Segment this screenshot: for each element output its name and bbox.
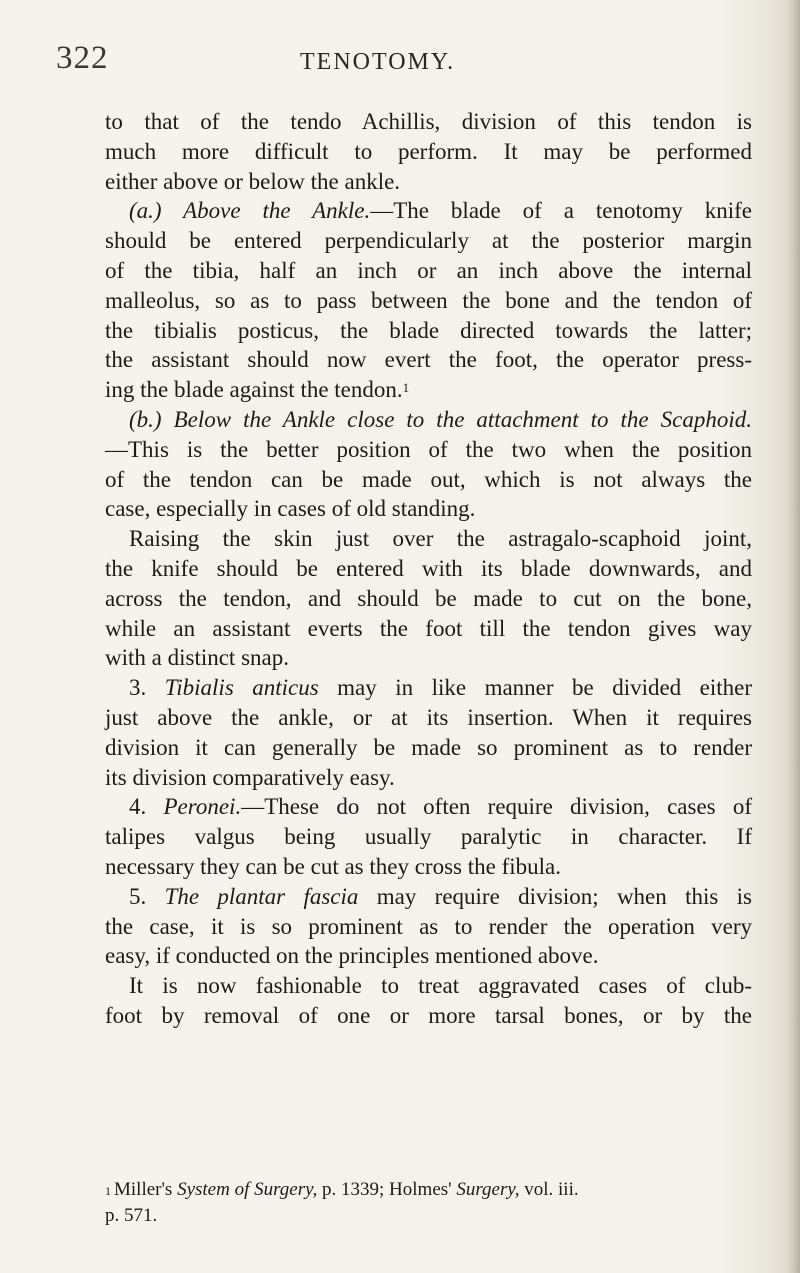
text-line: Raising the skin just over the astragalo-scaphoid joint, bbox=[129, 526, 752, 552]
page-header bbox=[0, 40, 800, 80]
text-line: 3. Tibialis anticus may in like manner be divided either bbox=[129, 675, 753, 701]
text-line: easy, if conducted on the principles mentioned above. bbox=[105, 943, 599, 969]
text-line: the case, it is so prominent as to render the operation very bbox=[105, 913, 752, 939]
text-line: its division comparatively easy. bbox=[105, 764, 395, 790]
text-line: just above the ankle, or at its insertion. When it requires bbox=[105, 704, 752, 730]
text-line: necessary they can be cut as they cross the fibula. bbox=[105, 853, 561, 879]
text-line: across the tendon, and should be made to cut on the bone, bbox=[105, 585, 752, 611]
text-line: case, especially in cases of old standing. bbox=[105, 496, 476, 522]
text-line: —This is the better position of the two when the position bbox=[105, 436, 752, 462]
text-line: either above or below the ankle. bbox=[105, 168, 401, 194]
text-line: (a.) Above the Ankle.—The blade of a tenotomy knife bbox=[129, 198, 752, 224]
list-number: 4. bbox=[129, 794, 147, 820]
subheading-peronei: Peronei. bbox=[163, 794, 242, 820]
text-line: the knife should be entered with its blade downwards, and bbox=[105, 555, 752, 581]
running-head: TENOTOMY. bbox=[300, 49, 456, 75]
text-line: 5. The plantar fascia may require division; when this is bbox=[129, 883, 752, 909]
text-line: the tibialis posticus, the blade directed towards the latter; bbox=[105, 317, 752, 343]
text-line: foot by removal of one or more tarsal bones, or by the bbox=[105, 1002, 752, 1028]
text-line: It is now fashionable to treat aggravated cases of club- bbox=[129, 973, 752, 999]
subheading-below-ankle: (b.) Below the Ankle close to the attachment to the Scaphoid. bbox=[129, 406, 752, 432]
footnote-reference: 1 bbox=[402, 380, 410, 396]
text-line: 4. Peronei.—These do not often require division, cases of bbox=[129, 794, 753, 820]
footnote-line: $^1$ Miller's System of Surgery, p. 1339; Holmes' Surgery, vol. iii. bbox=[105, 1179, 579, 1200]
text-line: of the tendon can be made out, which is not always the bbox=[105, 466, 752, 492]
text-line: ing the blade against the tendon.$^1$ bbox=[105, 377, 410, 403]
footnote bbox=[105, 1177, 752, 1229]
text-line: to that of the tendo Achillis, division of this tendon is bbox=[105, 109, 752, 134]
page-number: 322 bbox=[56, 40, 109, 76]
list-number: 5. bbox=[129, 883, 147, 909]
subheading-above-ankle: (a.) Above the Ankle. bbox=[129, 198, 371, 224]
subheading-plantar-fascia: The plantar fascia bbox=[164, 883, 359, 909]
text-line: with a distinct snap. bbox=[105, 645, 289, 671]
text-line: should be entered perpendicularly at the posterior margin bbox=[105, 228, 752, 254]
subheading-tibialis-anticus: Tibialis anticus bbox=[164, 675, 319, 701]
text-line: while an assistant everts the foot till the tendon gives way bbox=[105, 615, 752, 641]
text-line: of the tibia, half an inch or an inch above the internal bbox=[105, 257, 752, 283]
text-line: talipes valgus being usually paralytic in character. If bbox=[105, 824, 752, 850]
body-text bbox=[105, 107, 752, 1031]
list-number: 3. bbox=[129, 675, 147, 701]
page-edge-shadow bbox=[786, 0, 800, 1273]
text-line: much more difficult to perform. It may be performed bbox=[105, 138, 752, 164]
footnote-mark: 1 bbox=[105, 1184, 111, 1198]
text-line: malleolus, so as to pass between the bone and the tendon of bbox=[105, 287, 752, 313]
text-line: division it can generally be made so prominent as to render bbox=[105, 734, 752, 760]
text-line: the assistant should now evert the foot, the operator press- bbox=[105, 347, 752, 373]
footnote-line: p. 571. bbox=[105, 1205, 158, 1226]
